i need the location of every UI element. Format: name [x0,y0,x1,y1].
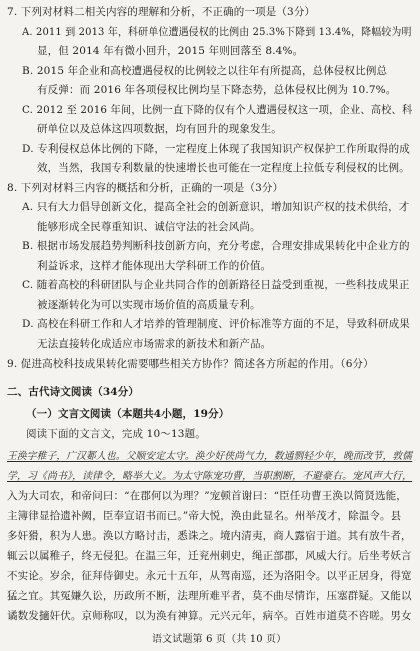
passage-line-9: 谲数发擿奸伏。京师称叹，以为涣有神算。元兴元年，病卒。百姓市道莫不咨嗟。男女 [7,610,412,622]
passage-line-6: 辄云以属稚子，终无侵犯。在温三年，迁兖州刺史，绳正部郡，风威大行。后坐考妖言 [7,550,412,562]
question-8-option-b: B. 根据市场发展趋势判断科技创新方向，充分考虑，合理安排成果转化中企业方的 [22,240,410,252]
question-8-stem: 8. 下列对材料三内容的概括和分析，正确的一项是（3分） [7,182,284,194]
question-7-option-b-cont: 有反弹：而 2016 年各项侵权比例均呈下降态势，总体侵权比例为 10.7%。 [37,84,397,96]
question-7-option-b: B. 2015 年企业和高校遭遇侵权的比例较之以往年有所提高，总体侵权比例总 [22,65,388,77]
question-7-option-d-cont: 效，当然，我国专利数量的快速增长也可能在一定程度上拉低专利侵权的比例。 [37,162,410,174]
question-8-option-d: D. 高校在科研工作和人才培养的管理制度、评价标准等方面的不足，导致科研成果 [22,318,410,330]
question-8-option-b-cont: 利益诉求，这样才能体现出大学科研工作的价值。 [37,260,272,272]
question-8-option-d-cont: 无法直接转化成适应市场需求的新技术和新产品。 [37,338,272,350]
question-7-option-a: A. 2011 到 2013 年，科研单位遭遇侵权的比例由 25.3%下降到 13.4%，降幅较为明 [22,26,412,38]
reading-instruction: 阅读下面的文言文，完成 10～13题。 [26,428,206,440]
section-title: 二、古代诗文阅读（34分） [7,386,140,398]
passage-line-3: 入为大司农，和帝问曰：“在郡何以为理？”宠顿首谢曰：“臣任功曹王涣以简贤选能， [7,490,407,502]
question-7-option-a-cont: 显，但 2014 年有微小回升，2015 年则回落至 8.4%。 [37,45,304,57]
passage-line-1: 王涣字稚子，广汉郪人也。父顺安定太守。涣少好侠尚气力，数通剽轻少年，晚而改节，敦儒 [7,451,413,462]
page-footer: 语文试题第 6 页（共 10 页） [152,634,287,645]
passage-line-2-annotated: 学，习《尚书》，读律令，略举大义。为太守陈宠功曹，当职割断，不避豪右。宠风声大行， [7,471,413,482]
question-7-option-c: C. 2012 至 2016 年间，比例一直下降的仅有个人遭遇侵权这一项，企业、高校、科 [22,104,413,116]
question-7-option-d: D. 专利侵权总体比例的下降，一定程度上体现了我国知识产权保护工作所取得的成 [22,143,410,155]
passage-line-4: 主簿律显拾遗补阙，臣奉宣诏书而已。”帝大悦，涣由此显名。州举茂才，除温令。县 [7,510,402,522]
passage-line-5: 多奸猾，积为人患。涣以方略讨击，悉诛之。境内清夷，商人露宿于道。其有放牛者， [7,530,412,542]
question-8-option-c-cont: 被逐渐转化为可以实现市场价值的高质量专利。 [37,299,261,311]
question-8-option-a-cont: 能够形成全民尊重知识、诚信守法的社会风尚。 [37,221,261,233]
passage-line-7: 不实论。岁余，征拜侍御史。永元十五年，从驾南巡，还为洛阳令。以平正居身，得宽 [7,570,412,582]
passage-line-8: 猛之宜。其冤嫌久讼，历政所不断，法理所难平者，莫不曲尽情诈，压塞群疑。又能以 [7,590,412,602]
question-8-option-c: C. 随着高校的科研团队与企业共同合作的创新路径日益受到重视，一些科技成果正 [22,279,410,291]
question-9-stem: 9. 促进高校科技成果转化需要哪些相关方协作？简述各方所起的作用。（6分） [7,358,374,370]
question-8-option-a: A. 只有大力倡导创新文化，提高全社会的创新意识，增加知识产权的技术供给，才 [22,201,410,213]
subsection-title: （一）文言文阅读（本题共4小题，19分） [26,408,230,420]
question-7-option-c-cont: 研单位以及总体这四项数据，均有回升的现象发生。 [37,123,282,135]
passage-line-2 [7,470,412,483]
question-7-stem: 7. 下列对材料二相关内容的理解和分析，不正确的一项是（3分） [7,6,316,18]
